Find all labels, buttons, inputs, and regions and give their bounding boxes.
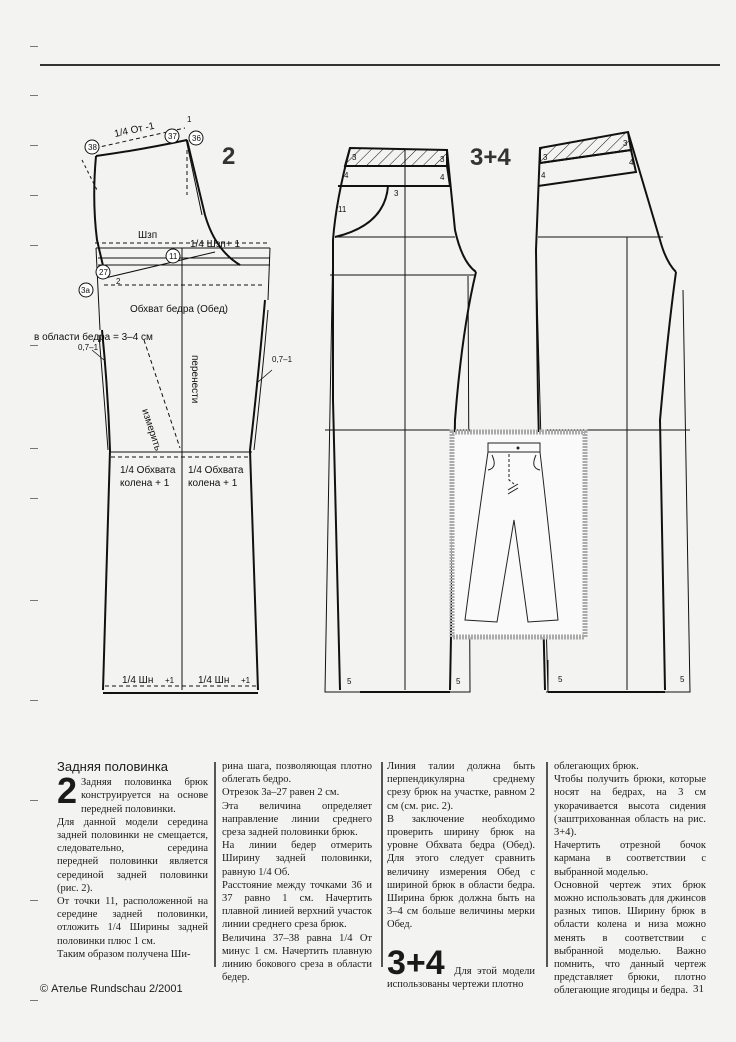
- text-column-1: [57, 760, 208, 961]
- back-hem-r-label: 5: [680, 675, 685, 684]
- ease-left-label: 0,7–1: [78, 343, 99, 352]
- hem-left-plus: +1: [165, 676, 175, 685]
- front-yoke-hatched: [345, 148, 447, 166]
- section-title: Задняя половинка: [57, 759, 169, 774]
- text-column-2: [222, 760, 372, 984]
- paragraph: Для этой модели использованы чертежи плотно: [387, 965, 536, 990]
- paragraph: облегающих брюк.: [554, 761, 639, 772]
- section-number: 2: [57, 770, 78, 812]
- paragraph: рина шага, позволяющая плотно облегать бедро.: [222, 761, 372, 786]
- paragraph: Чтобы получить брюки, которые носят на бедрах, на 3 см укорачивается высота сидения (заштрихованная область на рис. 3+4).: [554, 774, 706, 839]
- point-27-label: 27: [99, 268, 108, 277]
- pocket-depth-label: 3: [394, 189, 399, 198]
- front-band-l-label: 4: [344, 171, 349, 180]
- paragraph: Начертить отрезной бочок кармана в соответствии с выбранной моделью.: [554, 840, 706, 878]
- hip-area-label: в области бедра = 3–4 см: [34, 332, 153, 343]
- text-column-4: [554, 760, 706, 998]
- margin-mark: [30, 900, 38, 901]
- paragraph: Величина 37–38 равна 1/4 От минус 1 см. Начертить плавную линию бокового среза в области бедер.: [222, 932, 372, 984]
- knee-right-line1: 1/4 Обхвата: [188, 465, 244, 476]
- knee-left-line2: колена + 1: [120, 478, 170, 489]
- text-column-3: [387, 760, 535, 991]
- back-band-l-label: 4: [541, 171, 546, 180]
- paragraph: На линии бедер отмерить Ширину задней половинки, равную 1/4 Об.: [222, 840, 372, 878]
- point-11-label: 11: [169, 252, 178, 261]
- jeans-illustration: [452, 432, 585, 637]
- point-37-label: 37: [168, 132, 177, 141]
- transfer-label: перенести: [189, 355, 200, 404]
- back-yoke-l-label: 3: [543, 153, 548, 162]
- hem-right-plus: +1: [241, 676, 251, 685]
- page-number: 31: [693, 983, 704, 995]
- measure-label: измерить: [139, 407, 164, 453]
- figure-34-number: 3+4: [470, 144, 511, 171]
- ease-right-label: 0,7–1: [272, 355, 293, 364]
- back-yoke-hatched: [540, 132, 631, 163]
- waist-quarter-label: 1/4 От -1: [113, 120, 156, 140]
- paragraph: Расстояние между точками 36 и 37 равно 1 см. Начертить плавной линией верхний участок линии среднего среза брюк.: [222, 879, 372, 931]
- front-yoke-r-label: 3: [440, 155, 445, 164]
- column-divider: [214, 762, 216, 967]
- figure-number: 2: [222, 143, 236, 170]
- margin-mark: [30, 1000, 38, 1001]
- point-3a-label: 3а: [81, 286, 90, 295]
- crotch-width-label: Шзп: [138, 230, 158, 241]
- front-yoke-label: 3: [352, 153, 357, 162]
- front-band-r-label: 4: [440, 173, 445, 182]
- crotch-quarter-label: 1/4 Шзп+ 1: [190, 239, 241, 250]
- paragraph: Основной чертеж этих брюк можно использовать для джинсов разных типов. Ширину брюк в области колена и низа можно менять в соответствии с выбранной моделью. Важно помнить, что данный чертеж представляет брюки, плотно облегающие ягодицы и бедра.: [554, 879, 706, 997]
- hem-right-label: 1/4 Шн: [198, 675, 230, 686]
- margin-mark: [30, 800, 38, 801]
- knee-left-line1: 1/4 Обхвата: [120, 465, 176, 476]
- front-left-seam: [333, 148, 350, 690]
- section-2-number: 3+4: [387, 943, 445, 982]
- column-divider: [546, 762, 548, 967]
- copyright-footer: © Ателье Rundschau 2/2001: [40, 983, 183, 995]
- back-yoke-r-label: 3: [623, 139, 628, 148]
- back-band-r-label: 4: [629, 158, 634, 167]
- pocket-side-label: 11: [338, 205, 347, 214]
- point-36-label: 36: [192, 134, 201, 143]
- paragraph: Задняя половинка брюк конструируется на основе передней половинки.: [81, 777, 208, 815]
- paragraph: Для данной модели середина задней половинки не смещается, следовательно, середина передней половинки является серединой задней половинки (рис. 2).: [57, 816, 208, 894]
- two-cm-label: 2: [116, 277, 121, 286]
- front-hem-r-label: 5: [456, 677, 461, 686]
- paragraph: Таким образом получена Ши-: [57, 948, 191, 960]
- knee-right-line2: колена + 1: [188, 478, 238, 489]
- back-hem-l-label: 5: [558, 675, 563, 684]
- point-38-label: 38: [88, 143, 97, 152]
- one-cm-label: 1: [187, 115, 192, 124]
- paragraph: Эта величина определяет направление линии среднего среза задней половинки брюк.: [222, 800, 372, 839]
- paragraph: От точки 11, расположенной на середине задней половинки, отложить 1/4 Ширины задней половинки плюс 1 см.: [57, 896, 208, 947]
- back-right-seam: [628, 132, 676, 272]
- column-divider: [381, 762, 383, 967]
- front-hem-l-label: 5: [347, 677, 352, 686]
- paragraph: Линия талии должна быть перпендикулярна среднему срезу брюк на участке, равном 2 см (см. рис. 2).: [387, 761, 535, 812]
- hip-girth-label: Обхват бедра (Обед): [130, 304, 228, 315]
- paragraph: Отрезок 3а–27 равен 2 см.: [222, 787, 340, 799]
- hem-left-label: 1/4 Шн: [122, 675, 154, 686]
- paragraph: В заключение необходимо проверить ширину брюк на уровне Обхвата бедра (Обед). Для этого следует сравнить величину измерения Обед с шириной брюк в области бедра. Ширина брюк должна быть на 3–4 см больше величины мерки Обед.: [387, 813, 535, 931]
